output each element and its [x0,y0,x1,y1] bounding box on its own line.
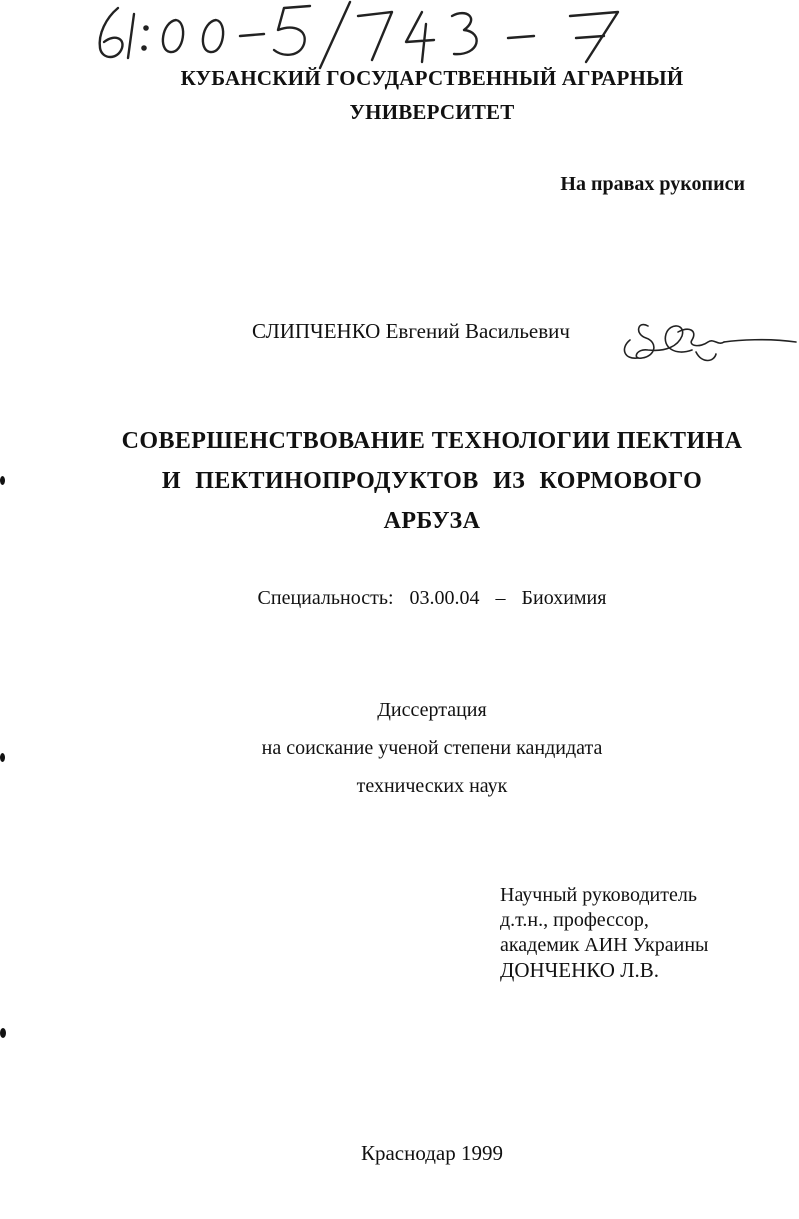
city-year: Краснодар 1999 [360,1141,504,1165]
handwritten-archive-number [88,0,648,70]
dissertation-title-line2: И ПЕКТИНОПРОДУКТОВ ИЗ КОРМОВОГО [161,468,703,494]
dissertation-type: Диссертация [377,699,487,721]
dissertation-field: технических наук [356,775,508,797]
author-name: СЛИПЧЕНКО Евгений Васильевич [252,319,570,343]
scan-mark [0,476,5,485]
scan-mark [0,753,5,762]
university-name-line2: УНИВЕРСИТЕТ [349,100,515,124]
rights-note: На правах рукописи [560,173,745,195]
dissertation-title-line3: АРБУЗА [383,508,481,534]
supervisor-rank: академик АИН Украины [500,934,709,956]
supervisor-name: ДОНЧЕНКО Л.В. [500,958,659,982]
supervisor-role: Научный руководитель [500,884,697,906]
dissertation-title-line1: СОВЕРШЕНСТВОВАНИЕ ТЕХНОЛОГИИ ПЕКТИНА [121,428,743,454]
specialty-line: Специальность: 03.00.04 – Биохимия [257,587,607,609]
author-signature [618,312,799,372]
dissertation-degree: на соискание ученой степени кандидата [261,737,603,759]
supervisor-block [500,883,708,983]
supervisor-degree: д.т.н., профессор, [500,909,649,931]
university-name-line1: КУБАНСКИЙ ГОСУДАРСТВЕННЫЙ АГРАРНЫЙ [180,66,684,90]
scan-mark [0,1028,6,1038]
